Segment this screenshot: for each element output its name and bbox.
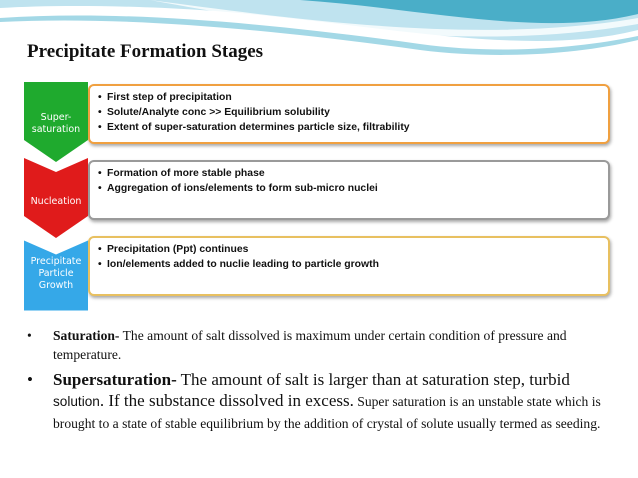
stage-point: • Solute/Analyte conc >> Equilibrium solubility — [98, 107, 330, 118]
stage-label: Super- saturation — [31, 112, 81, 135]
slide-title: Precipitate Formation Stages — [27, 41, 264, 62]
stage-point: • Ion/elements added to nuclie leading to particle growth — [98, 259, 379, 270]
saturation-bullet — [27, 326, 617, 364]
stage-point: • Precipitation (Ppt) continues — [98, 244, 249, 255]
bullet-marker: • — [27, 328, 32, 343]
stage-point: • Extent of super-saturation determines particle size, filtrability — [98, 122, 410, 133]
supersaturation-text: The amount of salt is larger than at saturation step, turbid — [176, 370, 570, 389]
bullet-marker: • — [27, 370, 33, 389]
supersaturation-text: . If the substance dissolved in excess. — [99, 391, 354, 410]
stage-point: • Formation of more stable phase — [98, 168, 265, 179]
stages-diagram — [24, 80, 614, 295]
stage-supersaturation — [24, 82, 614, 146]
stage-point: • First step of precipitation — [98, 92, 232, 103]
stage-label: Precipitate Particle Growth — [30, 256, 82, 291]
saturation-text: The amount of salt dissolved is maximum under certain condition of pressure and temperature. — [53, 328, 567, 362]
stage-box — [88, 84, 610, 144]
stage-box — [88, 160, 610, 220]
stage-nucleation — [24, 158, 614, 222]
supersaturation-text: Super saturation is an unstable state which is brought to a state of stable equilibrium by the addition of crystal of solute usually termed as seeding. — [53, 394, 601, 431]
header-wave-decoration — [0, 0, 638, 75]
stage-point: • Aggregation of ions/elements to form sub-micro nuclei — [98, 183, 378, 194]
stage-box — [88, 236, 610, 296]
stage-particle-growth — [24, 234, 614, 298]
saturation-term: Saturation- — [53, 328, 120, 343]
supersaturation-text: solution — [53, 394, 100, 409]
stage-label: Nucleation — [30, 196, 82, 207]
definition-list — [27, 326, 617, 433]
supersaturation-term: Supersaturation- — [53, 370, 177, 389]
supersaturation-bullet — [27, 369, 617, 433]
